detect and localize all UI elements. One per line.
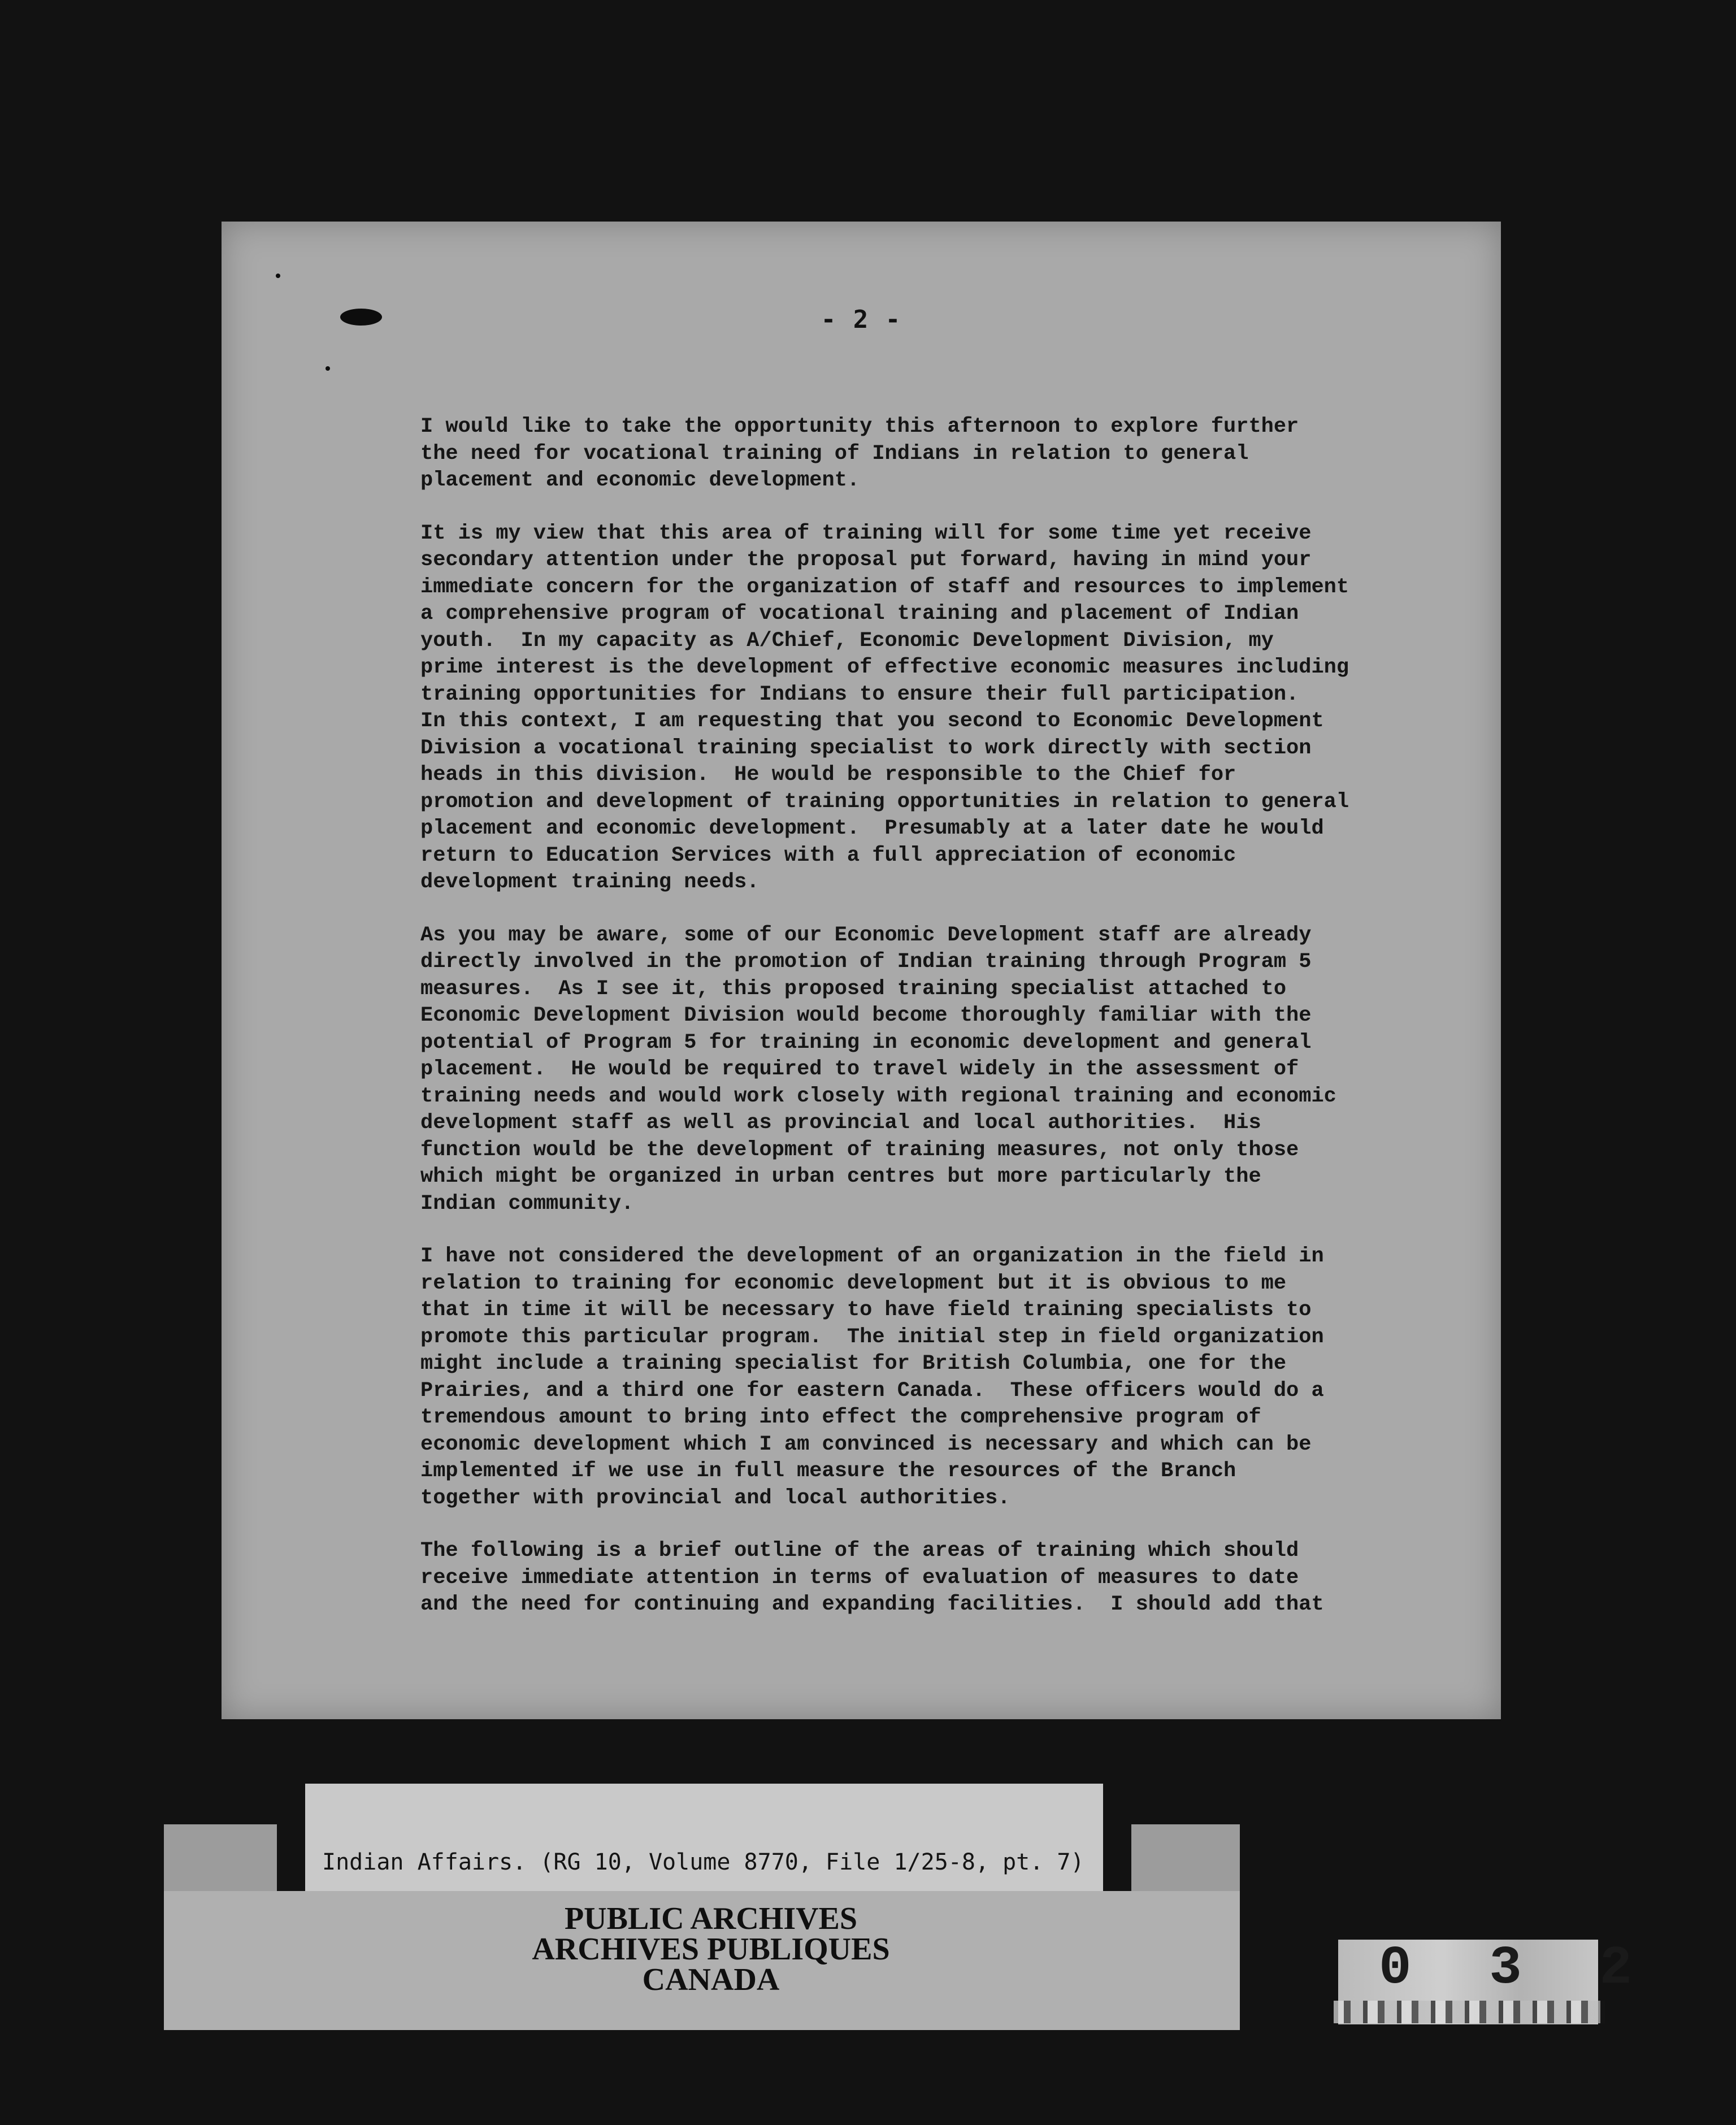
text-line: a comprehensive program of vocational training and placement of Indian <box>420 602 1299 626</box>
text-line: The following is a brief outline of the areas of training which should <box>420 1539 1299 1563</box>
text-line: Prairies, and a third one for eastern Canada. These officers would do a <box>420 1378 1324 1403</box>
text-line: receive immediate attention in terms of evaluation of measures to date <box>420 1565 1299 1590</box>
text-line: youth. In my capacity as A/Chief, Economic Development Division, my <box>420 628 1274 653</box>
public-archives-stamp <box>468 1903 954 1995</box>
stamp-line-french: ARCHIVES PUBLIQUES <box>532 1932 890 1967</box>
paragraph <box>420 1538 1426 1619</box>
text-line: potential of Program 5 for training in economic development and general <box>420 1030 1312 1055</box>
text-line: I would like to take the opportunity this afternoon to explore further <box>420 415 1299 439</box>
text-line: Division a vocational training specialist to work directly with section <box>420 736 1312 760</box>
stamp-notch <box>1103 1824 1131 1891</box>
paragraph <box>420 414 1426 495</box>
text-line: secondary attention under the proposal put forward, having in mind your <box>420 548 1312 572</box>
letter-body <box>420 414 1426 1645</box>
text-line: measures. As I see it, this proposed training specialist attached to <box>420 977 1287 1001</box>
stamp-line-country: CANADA <box>642 1962 780 1997</box>
speck-mark <box>276 274 280 278</box>
text-line: placement and economic development. Presumably at a later date he would <box>420 817 1324 840</box>
page-number: - 2 - <box>821 305 902 334</box>
frame-number-noise <box>1334 2001 1605 2023</box>
text-line: together with provincial and local authorities. <box>420 1486 1010 1510</box>
text-line: directly involved in the promotion of Indian training through Program 5 <box>420 950 1312 974</box>
text-line: promote this particular program. The initial step in field organization <box>420 1325 1324 1349</box>
text-line: function would be the development of training measures, not only those <box>420 1138 1299 1162</box>
text-line: heads in this division. He would be responsible to the Chief for <box>420 763 1236 787</box>
stamp-line-english: PUBLIC ARCHIVES <box>564 1901 858 1936</box>
text-line: development staff as well as provincial and local authorities. His <box>420 1111 1261 1135</box>
text-line: tremendous amount to bring into effect the comprehensive program of <box>420 1406 1261 1429</box>
text-line: It is my view that this area of training will for some time yet receive <box>420 521 1312 545</box>
text-line: Indian community. <box>420 1191 634 1216</box>
text-line: Economic Development Division would become thoroughly familiar with the <box>420 1004 1312 1027</box>
paragraph <box>420 521 1426 896</box>
text-line: the need for vocational training of Indians in relation to general <box>420 441 1249 466</box>
paragraph <box>420 1243 1426 1512</box>
text-line: placement and economic development. <box>420 469 860 492</box>
paragraph <box>420 922 1426 1218</box>
text-line: training needs and would work closely with regional training and economic <box>420 1084 1336 1108</box>
text-line: As you may be aware, some of our Economic Development staff are already <box>420 923 1312 947</box>
text-line: placement. He would be required to travel widely in the assessment of <box>420 1057 1299 1081</box>
text-line: In this context, I am requesting that you second to Economic Development <box>420 709 1324 733</box>
text-line: I have not considered the development of an organization in the field in <box>420 1244 1324 1268</box>
speck-mark <box>326 366 330 371</box>
archive-reference-card <box>305 1784 1103 1891</box>
text-line: might include a training specialist for British Columbia, one for the <box>420 1352 1287 1376</box>
text-line: promotion and development of training opportunities in relation to general <box>420 790 1349 814</box>
text-line: and the need for continuing and expanding facilities. I should add that <box>420 1593 1324 1616</box>
stamp-notch <box>277 1824 305 1891</box>
text-line: prime interest is the development of effective economic measures including <box>420 656 1349 679</box>
text-line: economic development which I am convinced is necessary and which can be <box>420 1432 1312 1456</box>
text-line: which might be organized in urban centres but more particularly the <box>420 1165 1261 1189</box>
archive-reference-text: Indian Affairs. (RG 10, Volume 8770, File 1/25-8, pt. 7) <box>322 1849 1084 1875</box>
text-line: training opportunities for Indians to ensure their full participation. <box>420 682 1299 706</box>
text-line: return to Education Services with a full appreciation of economic <box>420 843 1236 868</box>
text-line: immediate concern for the organization of staff and resources to implement <box>420 575 1349 599</box>
text-line: development training needs. <box>420 870 760 894</box>
text-line: implemented if we use in full measure the resources of the Branch <box>420 1459 1236 1483</box>
text-line: relation to training for economic development but it is obvious to me <box>420 1271 1287 1295</box>
frame-number: 0 3 2 <box>1379 1937 1655 1999</box>
text-line: that in time it will be necessary to have field training specialists to <box>420 1298 1312 1322</box>
typed-page <box>222 222 1501 1719</box>
